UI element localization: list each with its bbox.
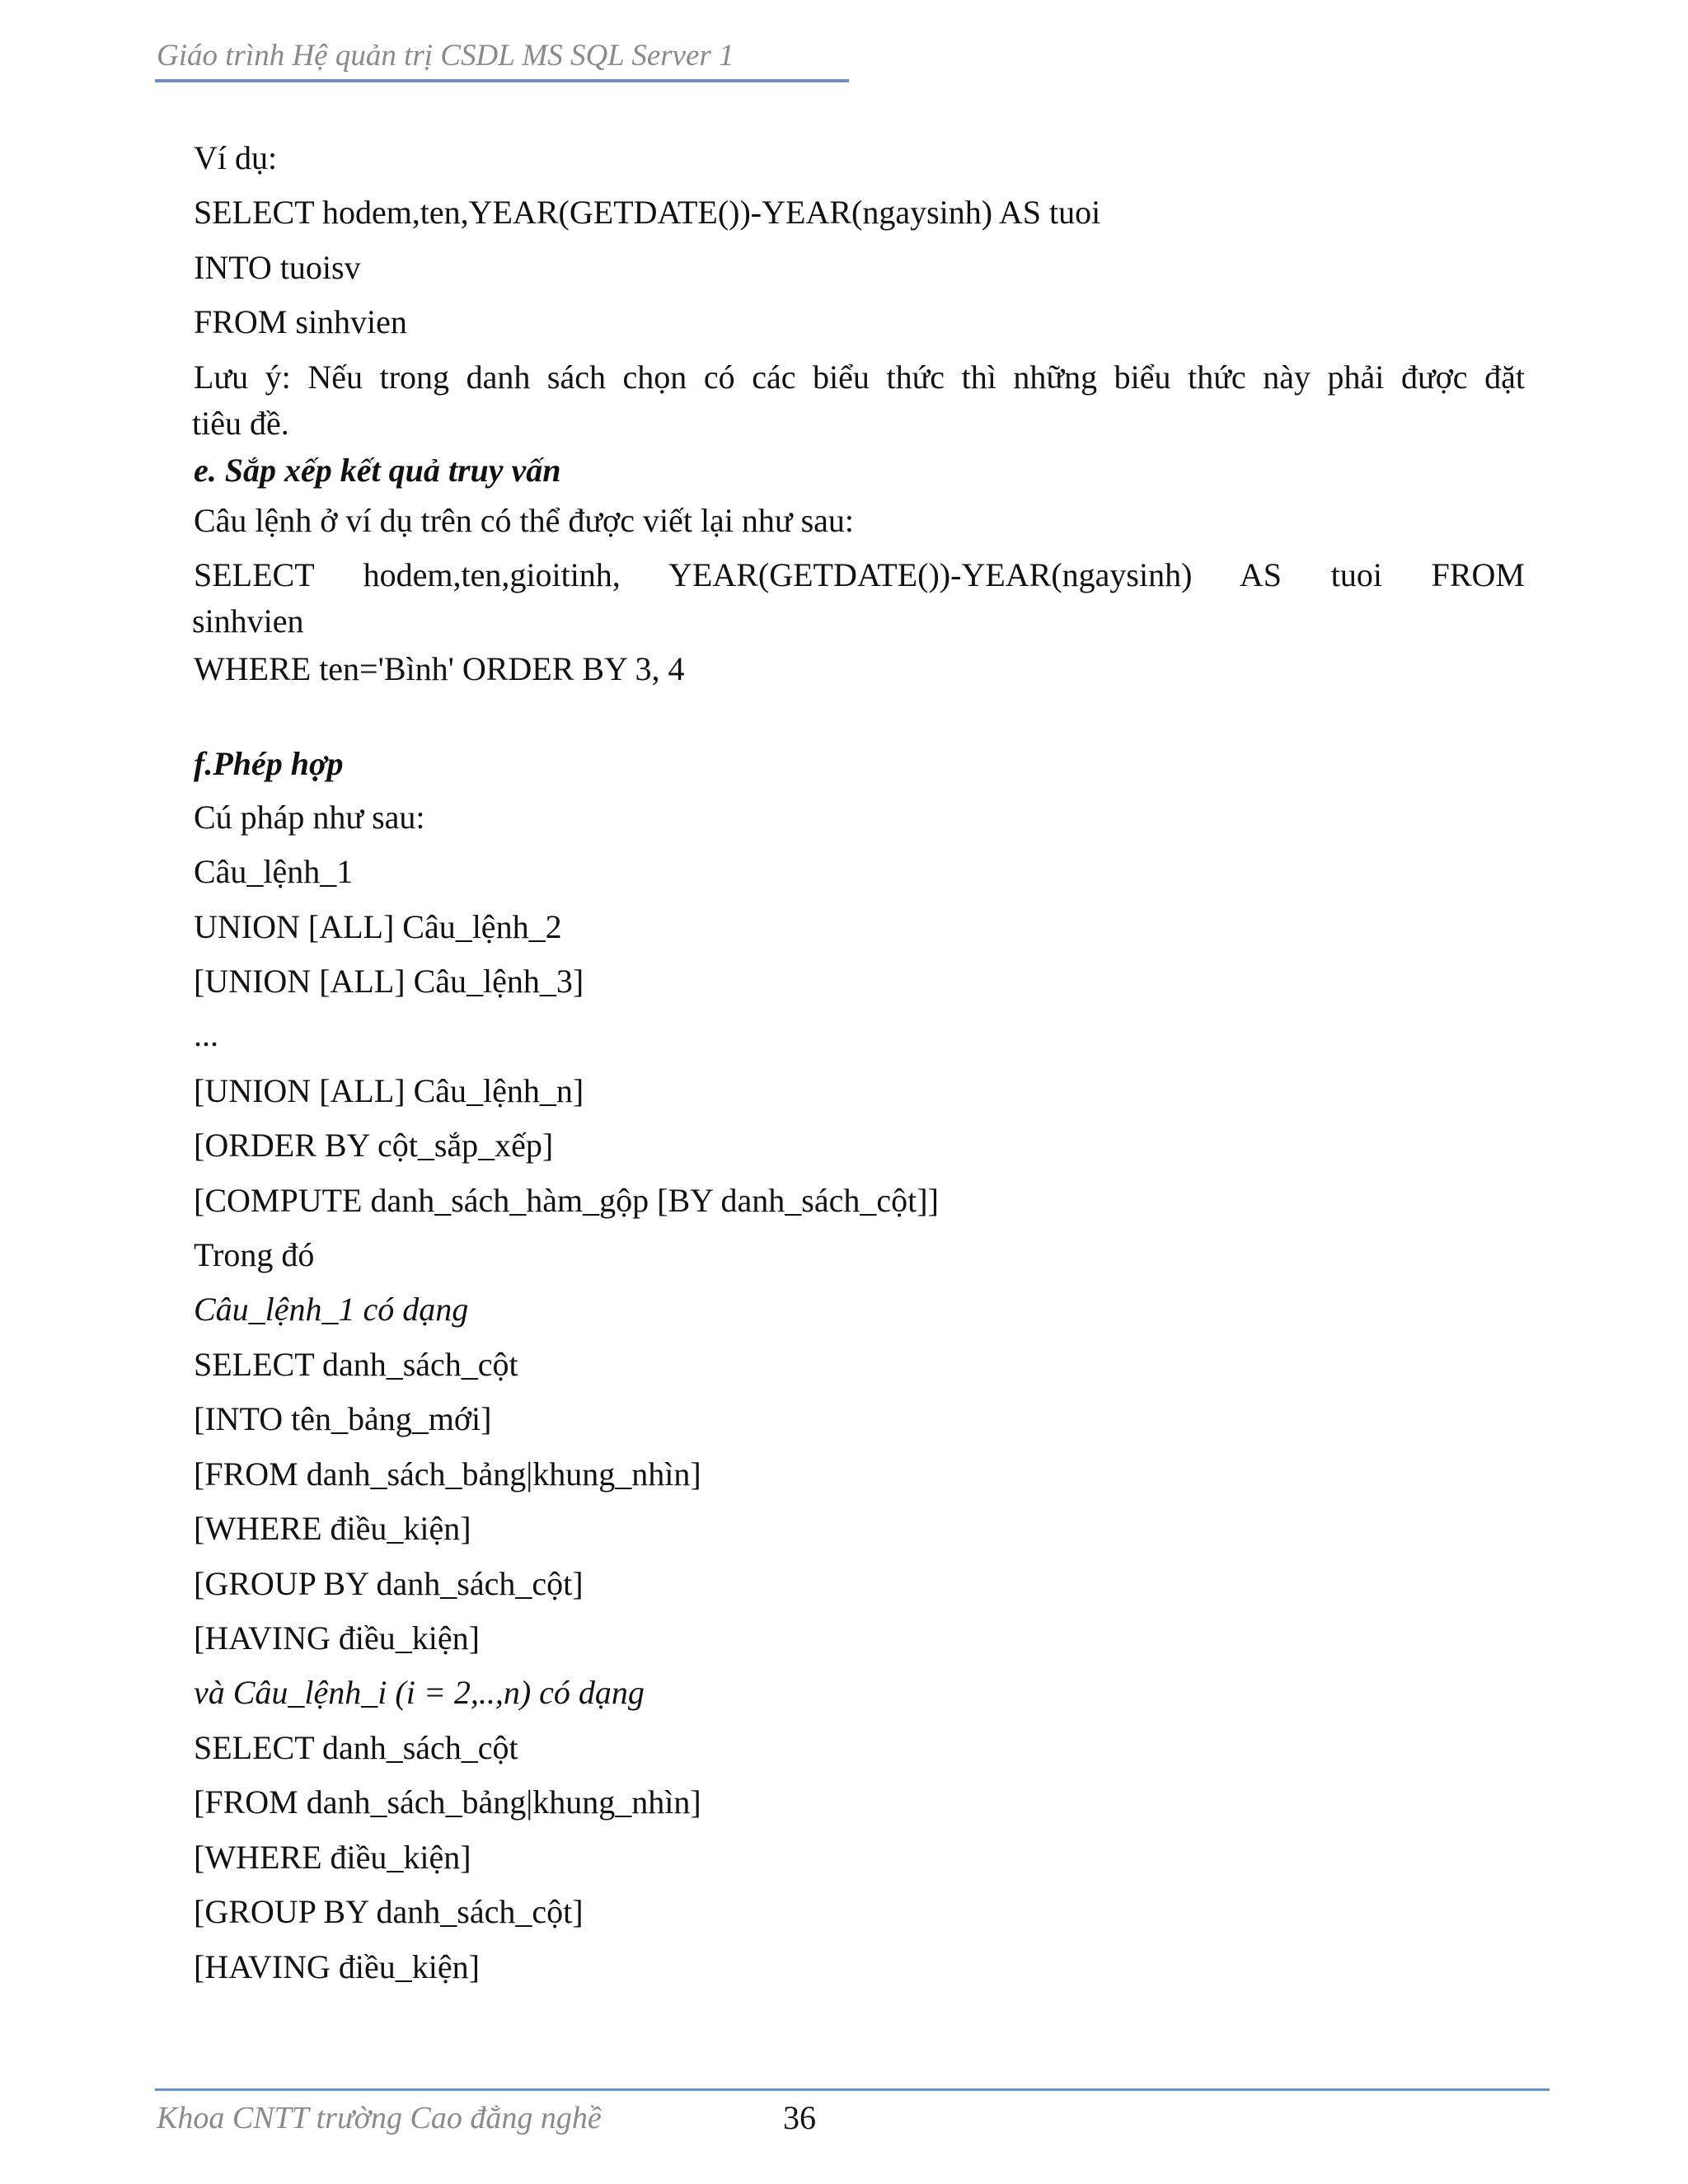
syntax-line: Câu_lệnh_1: [194, 853, 354, 890]
note-paragraph-continuation: tiêu đề.: [192, 405, 289, 442]
syntax-line: [HAVING điều_kiện]: [194, 1619, 480, 1657]
header-title: Giáo trình Hệ quản trị CSDL MS SQL Server 1: [157, 39, 734, 73]
code-line: INTO tuoisv: [194, 249, 361, 286]
syntax-line: [COMPUTE danh_sách_hàm_gộp [BY danh_sách_cột]]: [194, 1182, 939, 1219]
syntax-line: SELECT danh_sách_cột: [194, 1729, 518, 1766]
header-rule: [155, 79, 849, 82]
syntax-line: [INTO tên_bảng_mới]: [194, 1400, 492, 1437]
code-line-wrapped: SELECT hodem,ten,gioitinh, YEAR(GETDATE())-YEAR(ngaysinh) AS tuoi FROM: [194, 556, 1525, 593]
code-line-continuation: sinhvien: [192, 602, 304, 640]
syntax-line: UNION [ALL] Câu_lệnh_2: [194, 908, 562, 945]
italic-subheading: Câu_lệnh_1 có dạng: [194, 1291, 469, 1328]
paragraph: Cú pháp như sau:: [194, 799, 425, 836]
syntax-line: [UNION [ALL] Câu_lệnh_3]: [194, 963, 584, 1000]
paragraph: Câu lệnh ở ví dụ trên có thể được viết lại như sau:: [194, 502, 855, 539]
note-paragraph-line: Lưu ý: Nếu trong danh sách chọn có các biểu thức thì những biểu thức này phải được đặt: [194, 359, 1525, 396]
syntax-line: [GROUP BY danh_sách_cột]: [194, 1893, 584, 1930]
syntax-line: [FROM danh_sách_bảng|khung_nhìn]: [194, 1455, 701, 1493]
syntax-line: [GROUP BY danh_sách_cột]: [194, 1565, 584, 1602]
syntax-line: ...: [194, 1016, 218, 1053]
code-line: SELECT hodem,ten,YEAR(GETDATE())-YEAR(ngaysinh) AS tuoi: [194, 194, 1101, 231]
code-line: WHERE ten='Bình' ORDER BY 3, 4: [194, 650, 685, 687]
page-number: 36: [783, 2099, 816, 2136]
syntax-line: [UNION [ALL] Câu_lệnh_n]: [194, 1072, 584, 1109]
syntax-line: [WHERE điều_kiện]: [194, 1839, 471, 1876]
footer-text: Khoa CNTT trường Cao đẳng nghề: [157, 2101, 602, 2135]
italic-subheading: và Câu_lệnh_i (i = 2,..,n) có dạng: [194, 1674, 645, 1711]
code-line: FROM sinhvien: [194, 303, 407, 340]
syntax-line: [WHERE điều_kiện]: [194, 1510, 471, 1547]
paragraph-example-label: Ví dụ:: [194, 139, 278, 176]
syntax-line: [HAVING điều_kiện]: [194, 1948, 480, 1985]
paragraph: Trong đó: [194, 1236, 315, 1273]
syntax-line: [FROM danh_sách_bảng|khung_nhìn]: [194, 1783, 701, 1821]
footer-rule: [155, 2088, 1550, 2091]
section-heading-e: e. Sắp xếp kết quả truy vấn: [194, 452, 561, 489]
syntax-line: [ORDER BY cột_sắp_xếp]: [194, 1127, 554, 1164]
section-heading-f: f.Phép hợp: [194, 745, 344, 782]
syntax-line: SELECT danh_sách_cột: [194, 1346, 518, 1383]
